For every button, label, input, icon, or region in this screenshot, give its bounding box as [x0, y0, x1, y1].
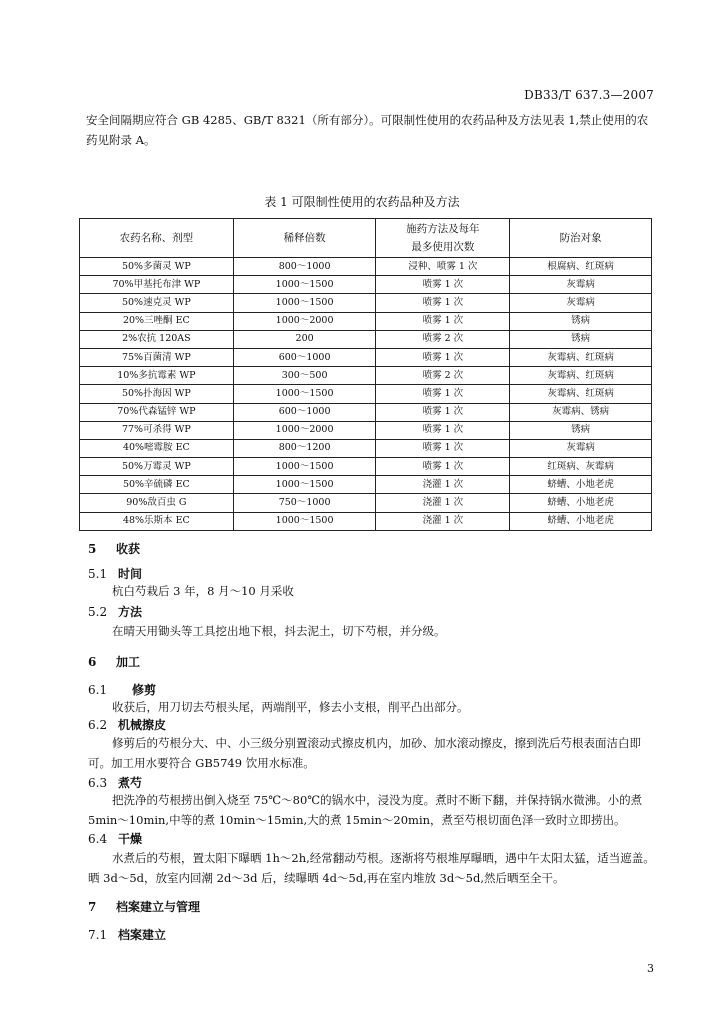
cell-target: 红斑病、灰霉病: [510, 458, 652, 476]
table-row: [80, 367, 652, 385]
table-row: [80, 385, 652, 403]
cell-target: 根腐病、红斑病: [510, 258, 652, 276]
section-title: 时间: [118, 567, 143, 581]
section-6-2-text: 修剪后的芍根分大、中、小三级分别置滚动式擦皮机内，加砂、加水滚动擦皮，擦到洗后芍根表面洁白即可。加工用水要符合 GB5749 饮用水标准。: [88, 736, 641, 770]
page-number: 3: [647, 962, 654, 975]
cell-pesticide-name: 77%可杀得 WP: [80, 421, 234, 439]
section-title: 干燥: [118, 832, 143, 846]
cell-target: 灰霉病: [510, 294, 652, 312]
table-row: [80, 476, 652, 494]
cell-method: 喷雾 2 次: [376, 330, 510, 348]
cell-pesticide-name: 48%乐斯本 EC: [80, 512, 234, 530]
cell-method: 浇灌 1 次: [376, 494, 510, 512]
table-row: [80, 348, 652, 366]
section-title: 档案建立: [118, 928, 167, 942]
cell-dilution: 800～1200: [233, 439, 376, 457]
cell-target: 灰霉病、红斑病: [510, 348, 652, 366]
table-row: [80, 403, 652, 421]
section-6-1-text: 收获后，用刀切去芍根头尾，两端削平，修去小支根，削平凸出部分。: [112, 700, 469, 714]
section-5-2-heading: [88, 603, 142, 620]
section-5-1-text: 杭白芍栽后 3 年，8 月～10 月采收: [112, 584, 294, 598]
section-6-4-text: 水煮后的芍根，置太阳下曝晒 1h～2h,经常翻动芍根。逐渐将芍根堆厚曝晒，遇中午太阳太猛，适当遮盖。晒 3d～5d，放室内回潮 2d～3d 后，续曝晒 4d～5d,再在室内堆放 3d～5d,然后晒至全干。: [88, 851, 655, 885]
cell-method: 浇灌 1 次: [376, 512, 510, 530]
cell-method: 喷雾 2 次: [376, 367, 510, 385]
cell-pesticide-name: 70%代森锰锌 WP: [80, 403, 234, 421]
table-row: [80, 512, 652, 530]
section-number: 6.1: [88, 683, 108, 697]
header-method-line1: 施药方法及每年: [406, 223, 480, 235]
table-row: [80, 294, 652, 312]
table-row: [80, 494, 652, 512]
cell-dilution: 1000～2000: [233, 312, 376, 330]
cell-pesticide-name: 50%速克灵 WP: [80, 294, 234, 312]
cell-dilution: 1000～1500: [233, 476, 376, 494]
cell-dilution: 1000～1500: [233, 385, 376, 403]
section-number: 7.1: [88, 928, 108, 942]
pesticide-table: [79, 218, 652, 531]
cell-dilution: 1000～1500: [233, 458, 376, 476]
table-row: [80, 312, 652, 330]
section-number: 7: [88, 900, 97, 914]
intro-paragraph: 安全间隔期应符合 GB 4285、GB/T 8321（所有部分）。可限制性使用的农药品种及方法见表 1,禁止使用的农药见附录 A。: [86, 113, 649, 147]
cell-dilution: 800～1000: [233, 258, 376, 276]
table-body: [80, 258, 652, 531]
section-7-heading: [88, 898, 200, 915]
section-6-1-heading: [88, 681, 156, 698]
section-number: 6.2: [88, 718, 108, 732]
table-row: [80, 439, 652, 457]
cell-target: 蛴螬、小地老虎: [510, 494, 652, 512]
cell-method: 浸种、喷雾 1 次: [376, 258, 510, 276]
cell-target: 灰霉病: [510, 439, 652, 457]
cell-pesticide-name: 70%甲基托布津 WP: [80, 276, 234, 294]
section-5-2-text: 在晴天用锄头等工具挖出地下根，抖去泥土，切下芍根，并分级。: [112, 624, 446, 638]
section-title: 修剪: [132, 683, 157, 697]
cell-method: 喷雾 1 次: [376, 421, 510, 439]
cell-target: 灰霉病: [510, 276, 652, 294]
section-5-heading: [88, 540, 140, 557]
section-6-heading: [88, 653, 140, 670]
cell-method: 喷雾 1 次: [376, 439, 510, 457]
cell-dilution: 600～1000: [233, 403, 376, 421]
cell-dilution: 200: [233, 330, 376, 348]
section-title: 煮芍: [118, 776, 143, 790]
section-number: 5.1: [88, 567, 108, 581]
section-number: 6: [88, 655, 97, 669]
section-5-1-heading: [88, 565, 142, 582]
section-number: 5: [88, 542, 97, 556]
cell-method: 喷雾 1 次: [376, 385, 510, 403]
cell-target: 锈病: [510, 421, 652, 439]
cell-dilution: 1000～1500: [233, 276, 376, 294]
section-title: 加工: [116, 655, 141, 669]
section-title: 方法: [118, 605, 143, 619]
section-6-4-heading: [88, 830, 142, 847]
section-number: 5.2: [88, 605, 108, 619]
cell-target: 灰霉病、锈病: [510, 403, 652, 421]
cell-target: 蛴螬、小地老虎: [510, 476, 652, 494]
cell-dilution: 300～500: [233, 367, 376, 385]
section-title: 机械擦皮: [118, 718, 167, 732]
cell-pesticide-name: 90%敌百虫 G: [80, 494, 234, 512]
header-method-line2: 最多使用次数: [411, 241, 475, 253]
cell-pesticide-name: 50%万霉灵 WP: [80, 458, 234, 476]
cell-method: 喷雾 1 次: [376, 276, 510, 294]
cell-pesticide-name: 75%百菌清 WP: [80, 348, 234, 366]
section-6-2-heading: [88, 716, 166, 733]
cell-target: 灰霉病、红斑病: [510, 367, 652, 385]
section-6-3-heading: [88, 774, 142, 791]
cell-target: 锈病: [510, 330, 652, 348]
cell-method: 喷雾 1 次: [376, 294, 510, 312]
section-title: 收获: [116, 542, 141, 556]
cell-dilution: 750～1000: [233, 494, 376, 512]
cell-pesticide-name: 10%多抗霉素 WP: [80, 367, 234, 385]
header-pesticide-name: 农药名称、剂型: [80, 219, 234, 258]
cell-dilution: 600～1000: [233, 348, 376, 366]
header-dilution: 稀释倍数: [233, 219, 376, 258]
cell-pesticide-name: 2%农抗 120AS: [80, 330, 234, 348]
cell-target: 蛴螬、小地老虎: [510, 512, 652, 530]
header-method: [376, 219, 510, 258]
cell-pesticide-name: 40%嘧霉胺 EC: [80, 439, 234, 457]
cell-target: 锈病: [510, 312, 652, 330]
cell-dilution: 1000～1500: [233, 294, 376, 312]
section-title: 档案建立与管理: [116, 900, 201, 914]
table-row: [80, 330, 652, 348]
section-number: 6.3: [88, 776, 108, 790]
cell-method: 喷雾 1 次: [376, 458, 510, 476]
table-caption: 表 1 可限制性使用的农药品种及方法: [264, 195, 460, 209]
cell-pesticide-name: 50%多菌灵 WP: [80, 258, 234, 276]
section-7-1-heading: [88, 926, 166, 943]
cell-method: 喷雾 1 次: [376, 312, 510, 330]
section-6-3-text: 把洗净的芍根捞出倒入烧至 75℃～80℃的锅水中，浸没为度。煮时不断下翻，并保持锅水微沸。小的煮 5min～10min,中等的煮 10min～15min,大的煮 15min～20min，煮至芍根切面色泽一致时立即捞出。: [88, 793, 643, 827]
table-row: [80, 258, 652, 276]
table-row: [80, 421, 652, 439]
cell-pesticide-name: 50%辛硫磷 EC: [80, 476, 234, 494]
cell-target: 灰霉病、红斑病: [510, 385, 652, 403]
cell-dilution: 1000～1500: [233, 512, 376, 530]
cell-method: 喷雾 1 次: [376, 348, 510, 366]
header-target: 防治对象: [510, 219, 652, 258]
table-header-row: [80, 219, 652, 258]
cell-pesticide-name: 20%三唑酮 EC: [80, 312, 234, 330]
cell-pesticide-name: 50%扑海因 WP: [80, 385, 234, 403]
cell-dilution: 1000～2000: [233, 421, 376, 439]
standard-code: DB33/T 637.3—2007: [524, 88, 654, 102]
cell-method: 喷雾 1 次: [376, 403, 510, 421]
section-number: 6.4: [88, 832, 108, 846]
table-row: [80, 458, 652, 476]
table-row: [80, 276, 652, 294]
cell-method: 浇灌 1 次: [376, 476, 510, 494]
